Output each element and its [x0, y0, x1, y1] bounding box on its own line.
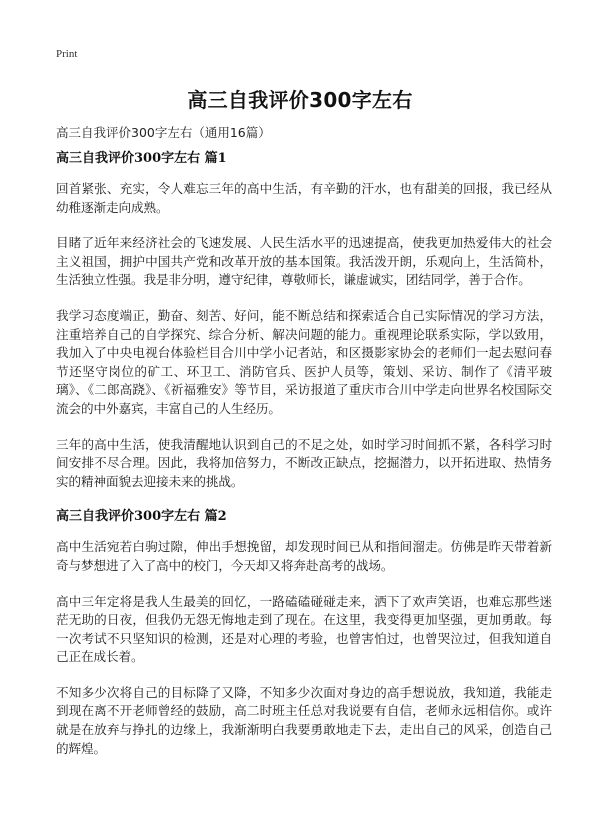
paragraph: 不知多少次将自己的目标降了又降，不知多少次面对身边的高手想说放，我知道，我能走到现在离不开老师曾经的鼓励，高二时班主任总对我说要有自信，老师永远相信你。或许就是在放弃与挣扎的边缘上，我渐渐明白我要勇敢地走下去，走出自己的风采，创造自己的辉煌。: [56, 684, 552, 756]
section-2: [56, 508, 552, 758]
page-subtitle: 高三自我评价300字左右（通用16篇）: [56, 125, 271, 140]
paragraph: 高中三年定将是我人生最美的回忆，一路磕磕碰碰走来，洒下了欢声笑语，也难忘那些迷茫无助的日夜，但我仍无怨无悔地走到了现在。在这里，我变得更加坚强，更加勇敢。每一次考试不只坚知识的检测，还是对心理的考验，也曾害怕过，也曾哭泣过，但我知道自己正在成长着。: [56, 593, 552, 665]
print-label[interactable]: Print: [56, 48, 78, 60]
section-1: [56, 150, 552, 491]
paragraph: 三年的高中生活，使我清醒地认识到自己的不足之处，如时学习时间抓不紧，各科学习时间安排不尽合理。因此，我将加倍努力，不断改正缺点，挖掘潜力，以开拓进取、热情务实的精神面貌去迎接未来的挑战。: [56, 436, 552, 489]
article-body: [56, 150, 552, 775]
paragraph: 目睹了近年来经济社会的飞速发展、人民生活水平的迅速提高，使我更加热爱伟大的社会主义祖国，拥护中国共产党和改革开放的基本国策。我活泼开朗，乐观向上，生活简朴，生活独立性强。我是非分明，遵守纪律，尊敬师长，谦虚诚实，团结同学，善于合作。: [56, 235, 552, 288]
paragraph: 回首紧张、充实，令人难忘三年的高中生活，有辛勤的汗水，也有甜美的回报，我已经从幼稚逐渐走向成熟。: [56, 181, 552, 215]
section-heading: 高三自我评价300字左右 篇2: [56, 509, 227, 525]
paragraph: 高中生活宛若白驹过隙，伸出手想挽留，却发现时间已从和指间溜走。仿佛是昨天带着新奇与梦想进了入了高中的校门，今天却又将奔赴高考的战场。: [56, 539, 552, 573]
paragraph: 我学习态度端正，勤奋、刻苦、好问，能不断总结和探索适合自己实际情况的学习方法，注重培养自己的自学探究、综合分析、解决问题的能力。重视理论联系实际，学以致用，我加入了中央电视台体验栏目合川中学小记者站，和区摄影家协会的老师们一起去慰问春节还坚守岗位的矿工、环卫工、消防官兵、医护人员等，策划、采访、制作了《清平玻璃》、《二郎高跷》、《祈福雅安》等节目，采访报道了重庆市合川中学走向世界名校国际交流会的中外嘉宾，丰富自己的人生经历。: [56, 307, 552, 416]
section-heading: 高三自我评价300字左右 篇1: [56, 151, 227, 166]
page-title: 高三自我评价300字左右: [187, 88, 413, 112]
